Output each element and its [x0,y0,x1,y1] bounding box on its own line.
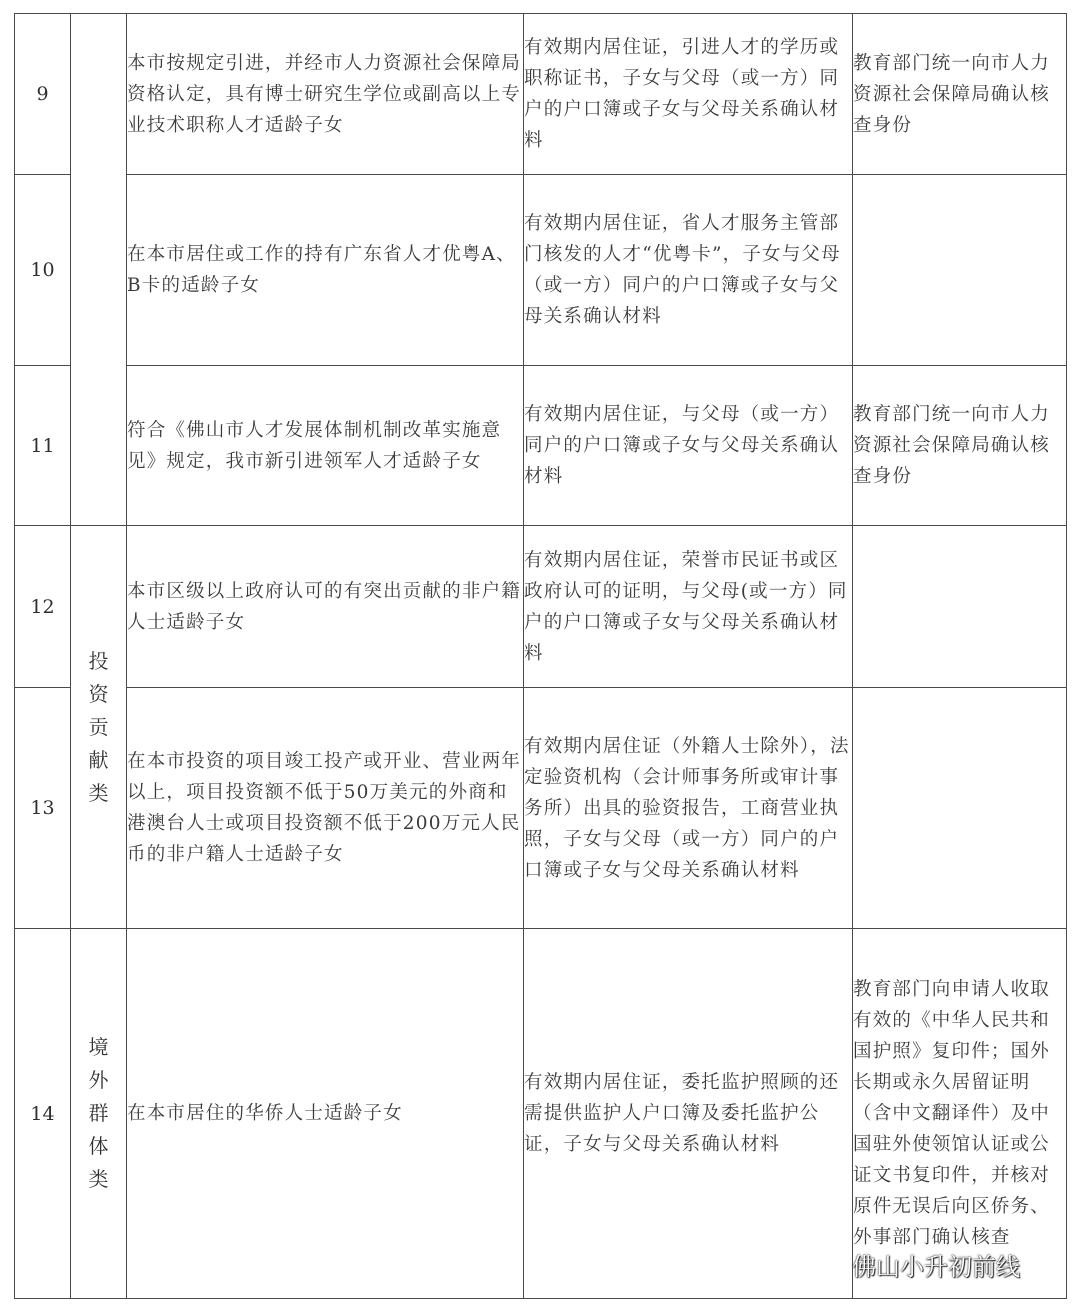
row-number: 11 [15,366,71,526]
table-row [15,14,1067,175]
category-cell-investment [71,526,127,929]
table-row [15,175,1067,366]
verification-cell [853,526,1067,688]
verification-cell: 教育部门统一向市人力资源社会保障局确认核查身份 [853,366,1067,526]
condition-cell: 在本市居住的华侨人士适龄子女 [127,929,524,1299]
row-number: 14 [15,929,71,1299]
verification-cell [853,175,1067,366]
category-cell-talent [71,14,127,526]
table-row [15,366,1067,526]
row-number: 12 [15,526,71,688]
wechat-icon [808,1249,846,1279]
category-label: 投资贡献类 [88,648,109,805]
row-number: 10 [15,175,71,366]
policy-table [14,13,1067,1299]
condition-cell: 本市按规定引进，并经市人力资源社会保障局资格认定，具有博士研究生学位或副高以上专业技术职称人才适龄子女 [127,14,524,175]
row-number: 13 [15,688,71,929]
watermark [808,1246,1020,1282]
documents-cell: 有效期内居住证，荣誉市民证书或区政府认可的证明，与父母(或一方）同户的户口簿或子女与父母关系确认材料 [524,526,853,688]
table-row [15,526,1067,688]
verification-cell: 教育部门向申请人收取有效的《中华人民共和国护照》复印件；国外长期或永久居留证明（含中文翻译件）及中国驻外使领馆认证或公证文书复印件，并核对原件无误后向区侨务、外事部门确认核查 [853,929,1067,1299]
documents-cell: 有效期内居住证，与父母（或一方）同户的户口簿或子女与父母关系确认材料 [524,366,853,526]
documents-cell: 有效期内居住证，委托监护照顾的还需提供监护人户口簿及委托监护公证，子女与父母关系确认材料 [524,929,853,1299]
table-row [15,929,1067,1299]
documents-cell: 有效期内居住证，省人才服务主管部门核发的人才“优粤卡”，子女与父母（或一方）同户的户口簿或子女与父母关系确认材料 [524,175,853,366]
table-row [15,688,1067,929]
condition-cell: 在本市投资的项目竣工投产或开业、营业两年以上，项目投资额不低于50万美元的外商和港澳台人士或项目投资额不低于200万元人民币的非户籍人士适龄子女 [127,688,524,929]
documents-cell: 有效期内居住证（外籍人士除外），法定验资机构（会计师事务所或审计事务所）出具的验资报告，工商营业执照，子女与父母（或一方）同户的户口簿或子女与父母关系确认材料 [524,688,853,929]
verification-cell: 教育部门统一向市人力资源社会保障局确认核查身份 [853,14,1067,175]
documents-cell: 有效期内居住证，引进人才的学历或职称证书，子女与父母（或一方）同户的户口簿或子女与父母关系确认材料 [524,14,853,175]
condition-cell: 符合《佛山市人才发展体制机制改革实施意见》规定，我市新引进领军人才适龄子女 [127,366,524,526]
category-cell-overseas [71,929,127,1299]
row-number: 9 [15,14,71,175]
watermark-text: 佛山小升初前线 [852,1252,1020,1281]
verification-cell [853,688,1067,929]
condition-cell: 在本市居住或工作的持有广东省人才优粤A、B卡的适龄子女 [127,175,524,366]
condition-cell: 本市区级以上政府认可的有突出贡献的非户籍人士适龄子女 [127,526,524,688]
category-label: 境外群体类 [88,1035,109,1191]
